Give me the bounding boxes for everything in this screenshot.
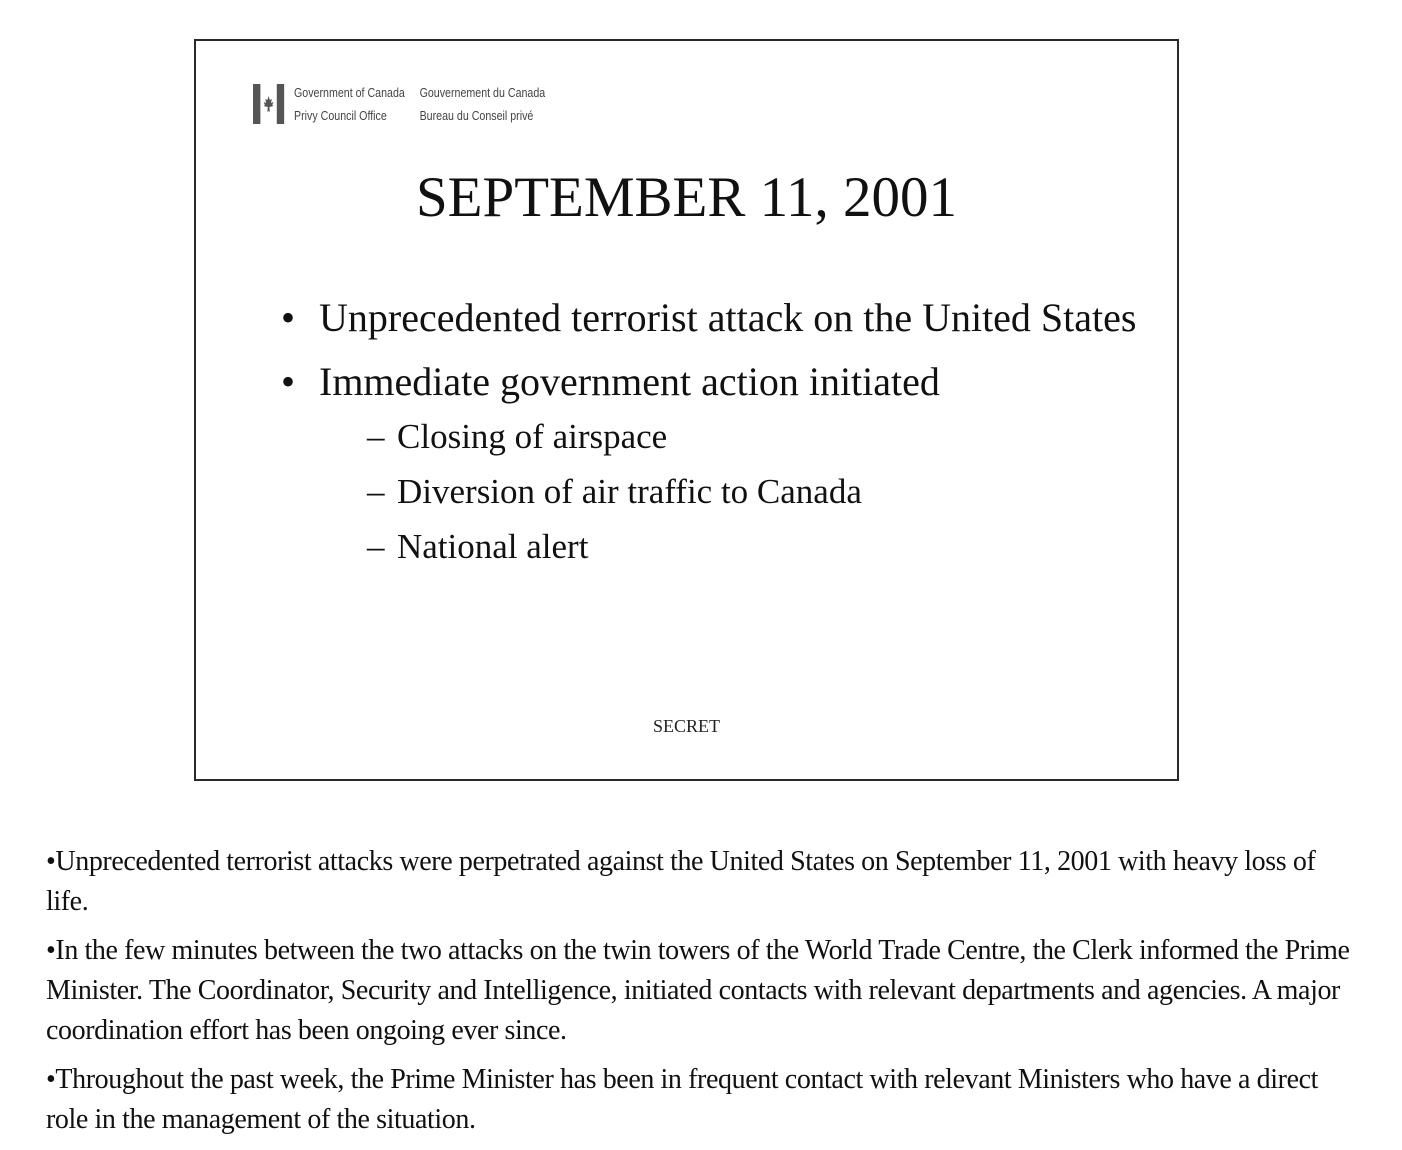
sub-bullet-text: Closing of airspace [397,417,668,456]
bullet-list [281,291,1141,584]
sub-bullet-item [367,519,1141,574]
english-office-name: Privy Council Office [294,108,387,123]
sub-bullet-text: Diversion of air traffic to Canada [397,472,862,511]
slide-title: SEPTEMBER 11, 2001 [415,166,958,229]
classification-label: SECRET [652,716,720,736]
note-paragraph: •Throughout the past week, the Prime Minister has been in frequent contact with relevant Ministers who have a direct role in the management of the situation. [46,1064,1319,1135]
bullet-marker: • [281,359,296,404]
french-office-name: Bureau du Conseil privé [419,108,534,123]
french-department-name: Gouvernement du Canada [419,85,546,100]
sub-bullet-marker: – [367,527,385,566]
french-signature [420,81,546,127]
sub-bullet-marker: – [367,472,385,511]
sub-bullet-item [367,464,1141,519]
bullet-item [281,355,1141,574]
sub-bullet-marker: – [367,417,385,456]
bullet-item [281,291,1141,345]
bullet-text: Immediate government action initiated [319,359,940,404]
bullet-marker: • [281,295,296,340]
sub-bullet-text: National alert [397,527,589,566]
sub-bullet-list [367,409,1141,574]
english-signature [294,81,405,127]
speaker-notes [46,842,1356,1149]
sub-bullet-item [367,409,1141,464]
english-department-name: Government of Canada [294,85,405,100]
note-paragraph: •Unprecedented terrorist attacks were perpetrated against the United States on September 11, 2001 with heavy loss of life. [46,846,1316,917]
canada-flag-icon [253,84,284,124]
bullet-text: Unprecedented terrorist attack on the United States [319,295,1137,340]
note-paragraph: •In the few minutes between the two attacks on the twin towers of the World Trade Centre, the Clerk informed the Prime Minister. The Coordinator, Security and Intelligence, initiated contacts with relevant departments and agencies. A major coordination effort has been ongoing ever since. [46,935,1350,1046]
government-signature [253,81,545,127]
presentation-slide [194,39,1179,781]
